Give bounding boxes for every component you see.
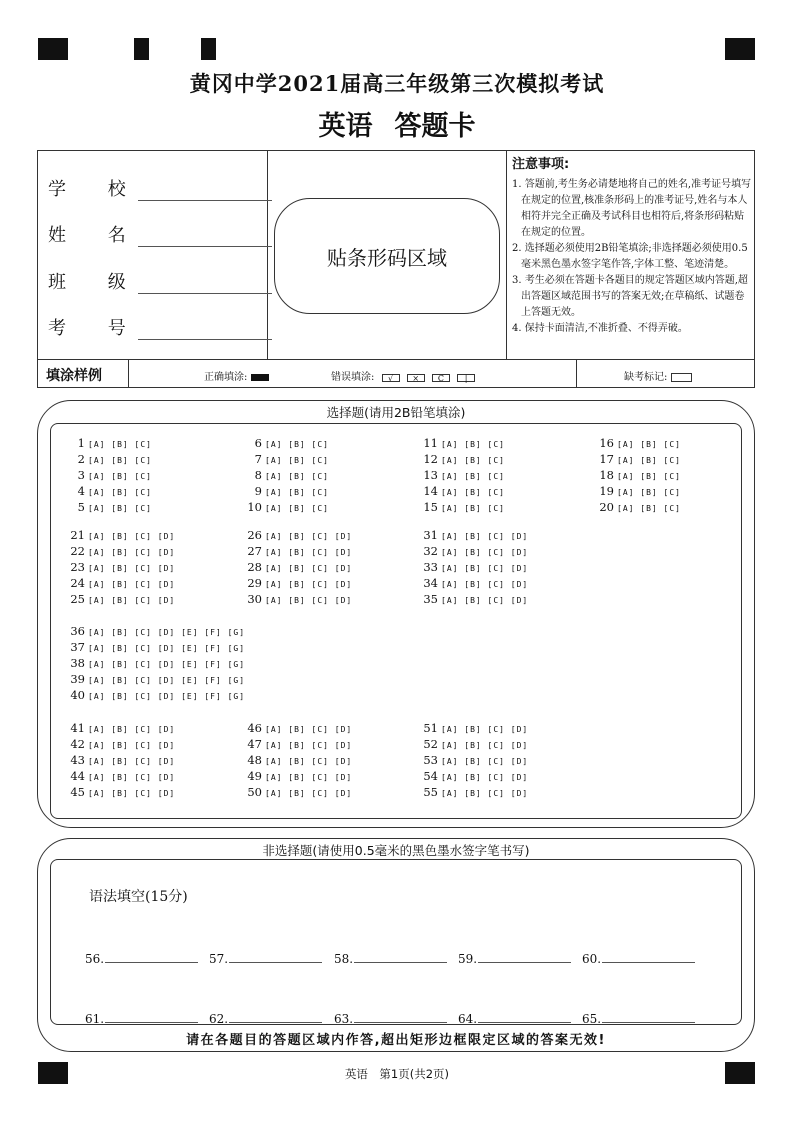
question-42[interactable]	[63, 737, 175, 751]
answer-options[interactable]: [A] [B] [C] [D]	[265, 773, 353, 782]
question-number: 34	[423, 576, 438, 590]
question-41[interactable]	[63, 721, 175, 735]
exam-title: 黄冈中学2021届高三年级第三次模拟考试	[189, 71, 605, 96]
correct-fill-sample: 正确填涂:	[204, 368, 269, 383]
wrong-mark-circle: C	[432, 374, 450, 382]
answer-blank[interactable]	[209, 950, 322, 966]
answer-options[interactable]: [A] [B] [C]	[265, 504, 329, 513]
school-field[interactable]: 学 校	[48, 175, 272, 201]
answer-options[interactable]: [A] [B] [C] [D] [E] [F] [G]	[88, 644, 246, 653]
answer-options[interactable]: [A] [B] [C] [D]	[441, 773, 529, 782]
question-number: 1	[77, 436, 85, 450]
question-51[interactable]	[416, 721, 528, 735]
question-6[interactable]	[240, 436, 329, 450]
question-number: 41	[70, 721, 85, 735]
answer-options[interactable]: [A] [B] [C]	[88, 440, 152, 449]
question-number: 18	[599, 468, 614, 482]
page-footer: 英语 第1页(共2页)	[344, 1067, 450, 1081]
question-number: 51	[423, 721, 438, 735]
question-30[interactable]	[240, 592, 352, 606]
answer-blank[interactable]	[334, 950, 447, 966]
question-number: 20	[599, 500, 614, 514]
question-number: 24	[70, 576, 85, 590]
question-number: 45	[70, 785, 85, 799]
question-number: 47	[247, 737, 262, 751]
multiple-choice-section	[37, 400, 755, 828]
question-45[interactable]	[63, 785, 175, 799]
question-40[interactable]	[63, 688, 245, 702]
blank-number: 65.	[582, 1012, 602, 1026]
question-number: 42	[70, 737, 85, 751]
answer-options[interactable]: [A] [B] [C] [D]	[265, 548, 353, 557]
question-number: 11	[423, 436, 438, 450]
answer-options[interactable]: [A] [B] [C]	[617, 440, 681, 449]
blank-number: 58.	[334, 952, 354, 966]
note-item: 2. 选择题必须使用2B铅笔填涂;非选择题必须使用0.5毫米黑色墨水签字笔作答,字体工整、笔迹清楚。	[512, 243, 748, 270]
question-number: 48	[247, 753, 262, 767]
fill-sample-label: 填涂样例	[46, 368, 102, 384]
answer-options[interactable]: [A] [B] [C]	[265, 440, 329, 449]
question-15[interactable]	[416, 500, 505, 514]
question-number: 16	[599, 436, 614, 450]
question-number: 44	[70, 769, 85, 783]
question-number: 15	[423, 500, 438, 514]
question-53[interactable]	[416, 753, 528, 767]
question-number: 40	[70, 688, 85, 702]
question-36[interactable]	[63, 624, 245, 638]
question-29[interactable]	[240, 576, 352, 590]
answer-options[interactable]: [A] [B] [C]	[265, 472, 329, 481]
question-number: 39	[70, 672, 85, 686]
notes	[512, 157, 752, 337]
question-number: 32	[423, 544, 438, 558]
answer-options[interactable]: [A] [B] [C] [D]	[265, 789, 353, 798]
exam-number-field[interactable]: 考 号	[48, 314, 272, 340]
question-number: 55	[423, 785, 438, 799]
question-23[interactable]	[63, 560, 175, 574]
answer-options[interactable]: [A] [B] [C] [D] [E] [F] [G]	[88, 692, 246, 701]
blank-number: 60.	[582, 952, 602, 966]
question-7[interactable]	[240, 452, 329, 466]
answer-options[interactable]: [A] [B] [C] [D]	[265, 596, 353, 605]
question-12[interactable]	[416, 452, 505, 466]
answer-options[interactable]: [A] [B] [C]	[617, 504, 681, 513]
question-25[interactable]	[63, 592, 175, 606]
question-32[interactable]	[416, 544, 528, 558]
answer-options[interactable]: [A] [B] [C] [D]	[265, 757, 353, 766]
question-number: 49	[247, 769, 262, 783]
answer-options[interactable]: [A] [B] [C] [D]	[441, 741, 529, 750]
question-27[interactable]	[240, 544, 352, 558]
registration-mark	[725, 38, 755, 60]
answer-options[interactable]: [A] [B] [C]	[617, 472, 681, 481]
answer-options[interactable]: [A] [B] [C]	[441, 504, 505, 513]
question-number: 27	[247, 544, 262, 558]
answer-blank[interactable]	[458, 950, 571, 966]
question-24[interactable]	[63, 576, 175, 590]
answer-options[interactable]: [A] [B] [C] [D]	[88, 725, 176, 734]
mc-title: 选择题(请用2B铅笔填涂)	[326, 405, 466, 420]
question-21[interactable]	[63, 528, 175, 542]
question-52[interactable]	[416, 737, 528, 751]
answer-blank[interactable]	[582, 1010, 695, 1026]
question-39[interactable]	[63, 672, 245, 686]
answer-options[interactable]: [A] [B] [C]	[617, 456, 681, 465]
note-item: 4. 保持卡面清洁,不准折叠、不得弄破。	[512, 323, 688, 334]
question-9[interactable]	[240, 484, 329, 498]
question-number: 23	[70, 560, 85, 574]
mc-answer-area	[50, 423, 742, 819]
answer-options[interactable]: [A] [B] [C]	[88, 456, 152, 465]
wrong-mark-check: √	[382, 374, 400, 382]
answer-options[interactable]: [A] [B] [C] [D]	[441, 564, 529, 573]
question-38[interactable]	[63, 656, 245, 670]
question-34[interactable]	[416, 576, 528, 590]
answer-blank[interactable]	[334, 1010, 447, 1026]
answer-options[interactable]: [A] [B] [C] [D]	[441, 548, 529, 557]
question-number: 30	[247, 592, 262, 606]
question-number: 31	[423, 528, 438, 542]
question-16[interactable]	[592, 436, 681, 450]
answer-options[interactable]: [A] [B] [C] [D]	[265, 580, 353, 589]
answer-options[interactable]: [A] [B] [C] [D]	[88, 580, 176, 589]
answer-blank[interactable]	[209, 1010, 322, 1026]
nmc-answer-area	[50, 859, 742, 1025]
note-item: 1. 答题前,考生务必请楚地将自己的姓名,准考证号填写在规定的位置,核准条形码上的准考证号,姓名与本人相符并完全正确及考试科目也相符后,将条形码粘贴在规定的位置。	[512, 179, 752, 238]
blank-number: 63.	[334, 1012, 354, 1026]
question-35[interactable]	[416, 592, 528, 606]
question-number: 6	[254, 436, 262, 450]
question-number: 29	[247, 576, 262, 590]
question-31[interactable]	[416, 528, 528, 542]
question-14[interactable]	[416, 484, 505, 498]
blank-number: 57.	[209, 952, 229, 966]
wrong-mark-cross: ×	[407, 374, 425, 382]
question-number: 53	[423, 753, 438, 767]
blank-number: 62.	[209, 1012, 229, 1026]
warning-text: 请在各题目的答题区域内作答,超出矩形边框限定区域的答案无效!	[186, 1033, 606, 1048]
question-number: 7	[254, 452, 262, 466]
answer-options[interactable]: [A] [B] [C]	[265, 488, 329, 497]
notes-title: 注意事项:	[512, 157, 570, 172]
answer-blank[interactable]	[582, 950, 695, 966]
question-50[interactable]	[240, 785, 352, 799]
question-5[interactable]	[63, 500, 152, 514]
question-number: 22	[70, 544, 85, 558]
question-3[interactable]	[63, 468, 152, 482]
answer-options[interactable]: [A] [B] [C] [D]	[265, 725, 353, 734]
answer-options[interactable]: [A] [B] [C]	[88, 488, 152, 497]
registration-mark	[38, 38, 68, 60]
question-number: 28	[247, 560, 262, 574]
info-box	[37, 150, 755, 388]
question-43[interactable]	[63, 753, 175, 767]
answer-options[interactable]: [A] [B] [C]	[88, 472, 152, 481]
question-49[interactable]	[240, 769, 352, 783]
question-number: 35	[423, 592, 438, 606]
answer-options[interactable]: [A] [B] [C] [D]	[265, 564, 353, 573]
question-55[interactable]	[416, 785, 528, 799]
question-number: 10	[247, 500, 262, 514]
question-54[interactable]	[416, 769, 528, 783]
answer-options[interactable]: [A] [B] [C]	[441, 440, 505, 449]
answer-blank[interactable]	[85, 1010, 198, 1026]
question-number: 26	[247, 528, 262, 542]
answer-blank[interactable]	[85, 950, 198, 966]
question-number: 3	[77, 468, 85, 482]
blank-number: 61.	[85, 1012, 105, 1026]
answer-options[interactable]: [A] [B] [C] [D]	[441, 757, 529, 766]
barcode-area: 贴条形码区域	[274, 198, 500, 314]
question-number: 36	[70, 624, 85, 638]
question-number: 13	[423, 468, 438, 482]
question-number: 2	[77, 452, 85, 466]
question-8[interactable]	[240, 468, 329, 482]
question-number: 17	[599, 452, 614, 466]
question-number: 8	[254, 468, 262, 482]
question-44[interactable]	[63, 769, 175, 783]
question-22[interactable]	[63, 544, 175, 558]
answer-options[interactable]: [A] [B] [C] [D]	[265, 741, 353, 750]
question-number: 12	[423, 452, 438, 466]
question-26[interactable]	[240, 528, 352, 542]
class-field[interactable]: 班 级	[48, 268, 272, 294]
question-1[interactable]	[63, 436, 152, 450]
blank-number: 56.	[85, 952, 105, 966]
question-number: 25	[70, 592, 85, 606]
question-37[interactable]	[63, 640, 245, 654]
question-number: 52	[423, 737, 438, 751]
question-17[interactable]	[592, 452, 681, 466]
answer-options[interactable]: [A] [B] [C] [D]	[88, 532, 176, 541]
answer-options[interactable]: [A] [B] [C] [D]	[88, 741, 176, 750]
answer-options[interactable]: [A] [B] [C] [D]	[441, 596, 529, 605]
question-28[interactable]	[240, 560, 352, 574]
question-10[interactable]	[240, 500, 329, 514]
answer-options[interactable]: [A] [B] [C]	[441, 456, 505, 465]
question-number: 38	[70, 656, 85, 670]
question-number: 37	[70, 640, 85, 654]
answer-options[interactable]: [A] [B] [C] [D]	[441, 725, 529, 734]
answer-options[interactable]: [A] [B] [C] [D] [E] [F] [G]	[88, 676, 246, 685]
answer-options[interactable]: [A] [B] [C]	[441, 472, 505, 481]
answer-options[interactable]: [A] [B] [C] [D]	[88, 773, 176, 782]
answer-options[interactable]: [A] [B] [C] [D] [E] [F] [G]	[88, 660, 246, 669]
question-number: 33	[423, 560, 438, 574]
wrong-mark-line: |	[457, 374, 475, 382]
question-13[interactable]	[416, 468, 505, 482]
question-46[interactable]	[240, 721, 352, 735]
question-47[interactable]	[240, 737, 352, 751]
registration-mark	[134, 38, 149, 60]
question-number: 9	[254, 484, 262, 498]
name-field[interactable]: 姓 名	[48, 221, 272, 247]
blank-number: 64.	[458, 1012, 478, 1026]
question-4[interactable]	[63, 484, 152, 498]
grammar-section-label: 语法填空(15分)	[89, 889, 188, 905]
blank-number: 59.	[458, 952, 478, 966]
answer-options[interactable]: [A] [B] [C] [D]	[88, 757, 176, 766]
question-number: 43	[70, 753, 85, 767]
question-18[interactable]	[592, 468, 681, 482]
question-33[interactable]	[416, 560, 528, 574]
wrong-fill-sample: 错误填涂: √ × C |	[331, 368, 475, 383]
answer-options[interactable]: [A] [B] [C] [D]	[265, 532, 353, 541]
absent-mark[interactable]: 缺考标记:	[624, 368, 692, 383]
answer-options[interactable]: [A] [B] [C] [D]	[88, 548, 176, 557]
question-48[interactable]	[240, 753, 352, 767]
answer-options[interactable]: [A] [B] [C]	[441, 488, 505, 497]
registration-mark	[201, 38, 216, 60]
sheet-name: 答题卡	[394, 111, 476, 142]
answer-blank[interactable]	[458, 1010, 571, 1026]
question-2[interactable]	[63, 452, 152, 466]
question-number: 50	[247, 785, 262, 799]
question-number: 4	[77, 484, 85, 498]
question-number: 21	[70, 528, 85, 542]
question-number: 54	[423, 769, 438, 783]
answer-options[interactable]: [A] [B] [C] [D]	[441, 789, 529, 798]
question-number: 46	[247, 721, 262, 735]
answer-options[interactable]: [A] [B] [C]	[265, 456, 329, 465]
answer-options[interactable]: [A] [B] [C] [D]	[441, 580, 529, 589]
answer-options[interactable]: [A] [B] [C] [D] [E] [F] [G]	[88, 628, 246, 637]
question-number: 14	[423, 484, 438, 498]
non-choice-section	[37, 838, 755, 1052]
question-20[interactable]	[592, 500, 681, 514]
answer-options[interactable]: [A] [B] [C] [D]	[88, 596, 176, 605]
answer-options[interactable]: [A] [B] [C] [D]	[88, 789, 176, 798]
sheet-title	[0, 104, 794, 143]
question-19[interactable]	[592, 484, 681, 498]
answer-options[interactable]: [A] [B] [C] [D]	[88, 564, 176, 573]
question-number: 5	[77, 500, 85, 514]
answer-options[interactable]: [A] [B] [C]	[88, 504, 152, 513]
question-number: 19	[599, 484, 614, 498]
question-11[interactable]	[416, 436, 505, 450]
nmc-title: 非选择题(请使用0.5毫米的黑色墨水签字笔书写)	[262, 843, 530, 858]
answer-options[interactable]: [A] [B] [C]	[617, 488, 681, 497]
subject: 英语	[318, 111, 373, 142]
answer-options[interactable]: [A] [B] [C] [D]	[441, 532, 529, 541]
note-item: 3. 考生必须在答题卡各题目的规定答题区域内答题,超出答题区域范围书写的答案无效;在草稿纸、试题卷上答题无效。	[512, 275, 748, 318]
